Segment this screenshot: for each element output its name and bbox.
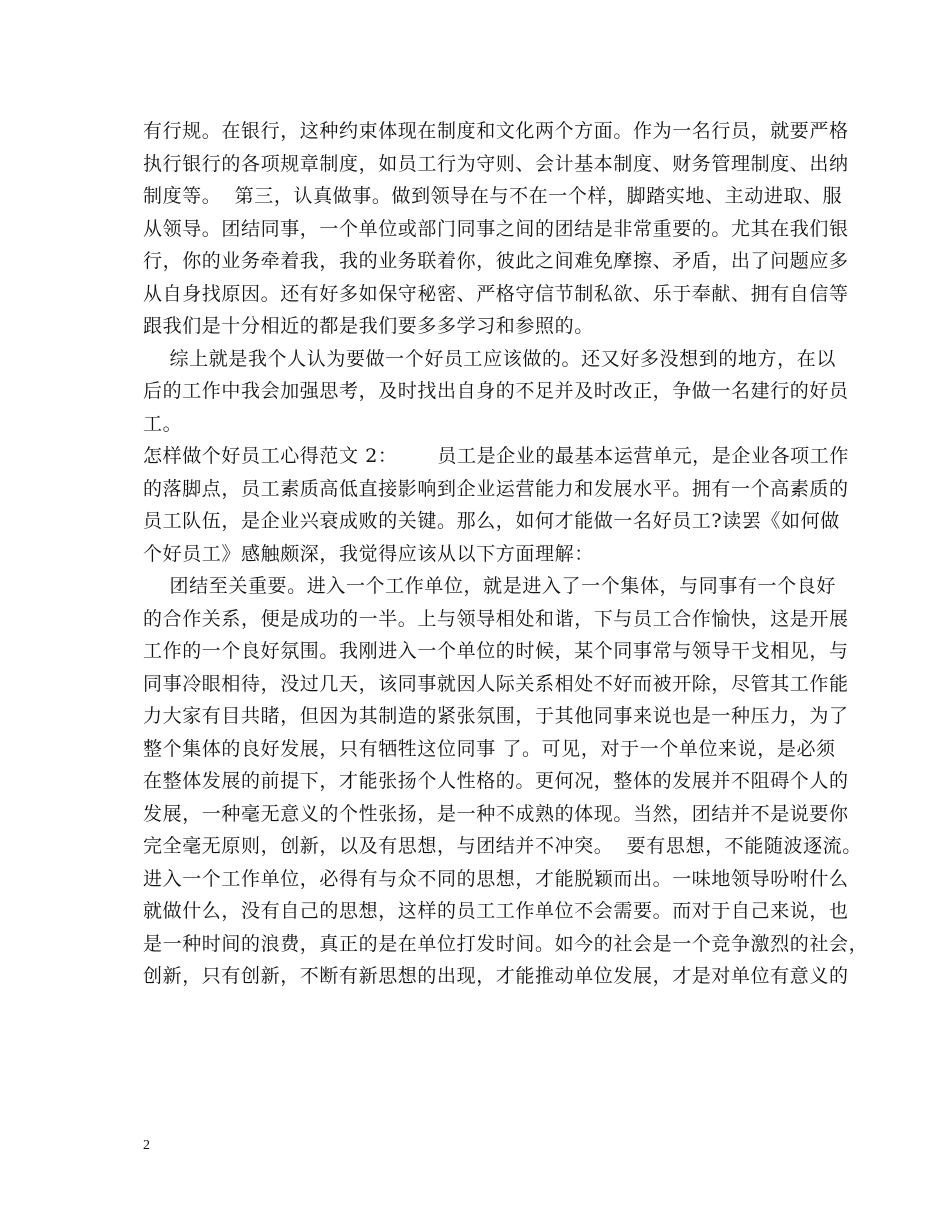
text-line: 跟我们是十分相近的都是我们要多多学习和参照的。 (143, 315, 594, 337)
text-line: 在整体发展的前提下，才能张扬个人性格的。更何况，整体的发展并不阻碍个人的 (143, 770, 849, 792)
text-line: 的落脚点，员工素质高低直接影响到企业运营能力和发展水平。拥有一个高素质的 (143, 477, 849, 500)
text-line: 团结至关重要。进入一个工作单位，就是进入了一个集体，与同事有一个良好 (143, 575, 836, 597)
text-line: 员工队伍，是企业兴衰成败的关键。那么，如何才能做一名好员工?读罢《如何做 (143, 510, 840, 532)
page-number: 2 (143, 1138, 150, 1153)
document-body (143, 115, 869, 993)
text-line: 后的工作中我会加强思考，及时找出自身的不足并及时改正，争做一名建行的好员 (143, 380, 849, 402)
text-line: 创新，只有创新，不断有新思想的出现，才能推动单位发展，才是对单位有意义的 (143, 965, 849, 987)
text-line: 有行规。在银行，这种约束体现在制度和文化两个方面。作为一名行员，就要严格 (143, 120, 849, 142)
text-line: 力大家有目共睹，但因为其制造的紧张氛围，于其他同事来说也是一种压力，为了 (143, 705, 849, 727)
text-line: 整个集体的良好发展，只有牺牲这位同事 了。可见，对于一个单位来说，是必须 (143, 737, 836, 760)
text-line: 是一种时间的浪费，真正的是在单位打发时间。如今的社会是一个竞争激烈的社会， (143, 932, 869, 955)
text-line: 从领导。团结同事，一个单位或部门同事之间的团结是非常重要的。尤其在我们银 (143, 217, 849, 240)
text-line: 执行银行的各项规章制度，如员工行为守则、会计基本制度、财务管理制度、出纳 (143, 152, 849, 175)
text-line: 同事冷眼相待，没过几天，该同事就因人际关系相处不好而被开除，尽管其工作能 (143, 672, 849, 695)
text-line: 综上就是我个人认为要做一个好员工应该做的。还又好多没想到的地方，在以 (143, 347, 836, 370)
text-line: 制度等。 第三，认真做事。做到领导在与不在一个样，脚踏实地、主动进取、服 (143, 185, 843, 207)
text-line: 从自身找原因。还有好多如保守秘密、严格守信节制私欲、乐于奉献、拥有自信等 (143, 282, 849, 305)
text-line: 工。 (143, 412, 183, 435)
text-line: 就做什么，没有自己的思想，这样的员工工作单位不会需要。而对于自己来说，也 (143, 900, 849, 922)
text-line: 的合作关系，便是成功的一半。上与领导相处和谐，下与员工合作愉快，这是开展 (143, 607, 849, 630)
text-line: 工作的一个良好氛围。我刚进入一个单位的时候，某个同事常与领导干戈相见，与 (143, 640, 849, 662)
text-line: 完全毫无原则，创新，以及有思想，与团结并不冲突。 要有思想，不能随波逐流。 (143, 835, 862, 857)
text-line: 发展，一种毫无意义的个性张扬，是一种不成熟的体现。当然，团结并不是说要你 (143, 802, 849, 825)
text-line: 怎样做个好员工心得范文 2： 员工是企业的最基本运营单元，是企业各项工作 (143, 445, 849, 467)
text-line: 个好员工》感触颇深，我觉得应该从以下方面理解： (143, 542, 594, 565)
text-line: 行，你的业务牵着我，我的业务联着你，彼此之间难免摩擦、矛盾，出了问题应多 (143, 250, 849, 272)
text-line: 进入一个工作单位，必得有与众不同的思想，才能脱颖而出。一味地领导吩咐什么 (143, 867, 849, 890)
